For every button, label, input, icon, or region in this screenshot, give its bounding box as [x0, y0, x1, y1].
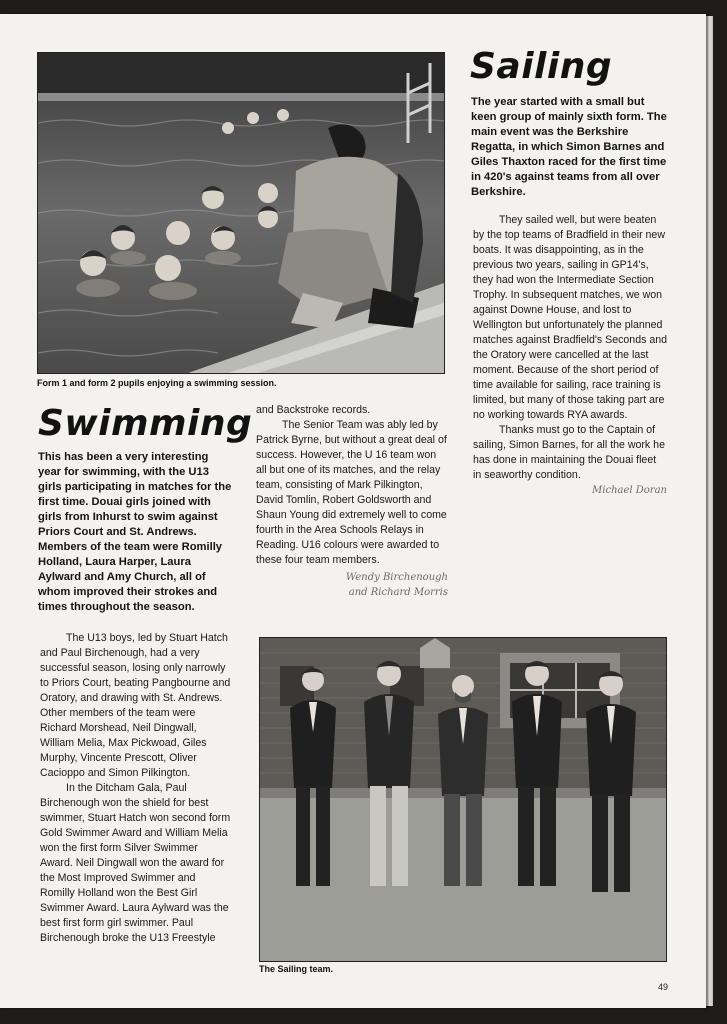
swimming-author-2: and Richard Morris [348, 587, 448, 598]
swimming-pool-photo [37, 52, 445, 374]
sailing-paragraph-2: Thanks must go to the Captain of sailing, Simon Barnes, for all the work he has done in maintaining the Douai fleet in seaworthy condition. [473, 424, 665, 481]
swimming-paragraph-2: In the Ditcham Gala, Paul Birchenough won the shield for best swimmer, Stuart Hatch won second form Gold Swimmer Award and William Melia won the first form Silver Swimmer Award. Neil Dingwall won the award for the Most Improved Swimmer and Romilly Holland won the Best Girl Swimmer Award. Laura Aylward was the best first form girl swimmer. Paul Birchenough broke the U13 Freestyle [40, 782, 231, 944]
team-photo-caption: The Sailing team. [259, 964, 334, 974]
team-photo-image [260, 638, 666, 961]
swimming-intro-text: This has been a very interesting year for swimming, with the U13 girls participating in matches for the first time. Douai girls joined with girls from Inhurst to swim against Priors Court and St. Andrews. Members of the team were Romilly Holland, Laura Harper, Laura Aylward and Amy Church, all of whom improved their strokes and times throughout the season. [38, 451, 232, 613]
swimming-paragraph-4: The Senior Team was ably led by Patrick Byrne, but without a great deal of success. However, the U 16 team won all but one of its matches, and the relay team, consisting of Mark Pilkington, David Tomlin, Robert Goldsworth and Shaun Young did extremely well to come fourth in the Area Schools Relays in Reading. U16 colours were awarded to these four team members. [256, 419, 447, 566]
sailing-intro [471, 95, 667, 200]
swimming-body-column-1 [40, 631, 232, 946]
pool-photo-caption: Form 1 and form 2 pupils enjoying a swimming session. [37, 378, 277, 388]
sailing-team-photo [259, 637, 667, 962]
sailing-heading: Sailing [470, 46, 613, 87]
swimming-paragraph-3: and Backstroke records. [256, 404, 371, 416]
sailing-author: Michael Doran [592, 485, 667, 496]
swimming-body-column-2 [256, 403, 448, 600]
pool-photo-image [38, 53, 444, 373]
sailing-paragraph-1: They sailed well, but were beaten by the top teams of Bradfield in their new boats. It was disappointing, as in the previous two years, sailing in GP14's, they had won the Intermediate Section Trophy. In subsequent matches, we won against Downe House, and lost to Wellington but unfortunately the planned matches against Bradfield's Seconds and the Oratory were cancelled at the last moment. Because of the short period of time available for sailing, race training is limited, but many of those taking part are no working towards RYA awards. [473, 214, 668, 421]
swimming-heading: Swimming [38, 403, 253, 444]
page-number: 49 [658, 982, 669, 992]
sailing-intro-text: The year started with a small but keen group of mainly sixth form. The main event was the Berkshire Regatta, in which Simon Barnes and Giles Thaxton raced for the first time in 420's against teams from all over Berkshire. [471, 96, 667, 198]
swimming-intro [38, 450, 234, 615]
magazine-page [0, 14, 706, 1008]
swimming-paragraph-1: The U13 boys, led by Stuart Hatch and Paul Birchenough, had a very successful season, losing only narrowly to Priors Court, beating Pangbourne and Oratory, and drawing with St. Andrews. Other members of the team were Richard Morshead, Neil Dingwall, William Melia, Max Pickwoad, Giles Murphy, Vincente Prescott, Oliver Cacioppo and Simon Pilkington. [40, 632, 231, 779]
swimming-author-1: Wendy Birchenough [345, 572, 448, 583]
sailing-body [473, 213, 667, 498]
